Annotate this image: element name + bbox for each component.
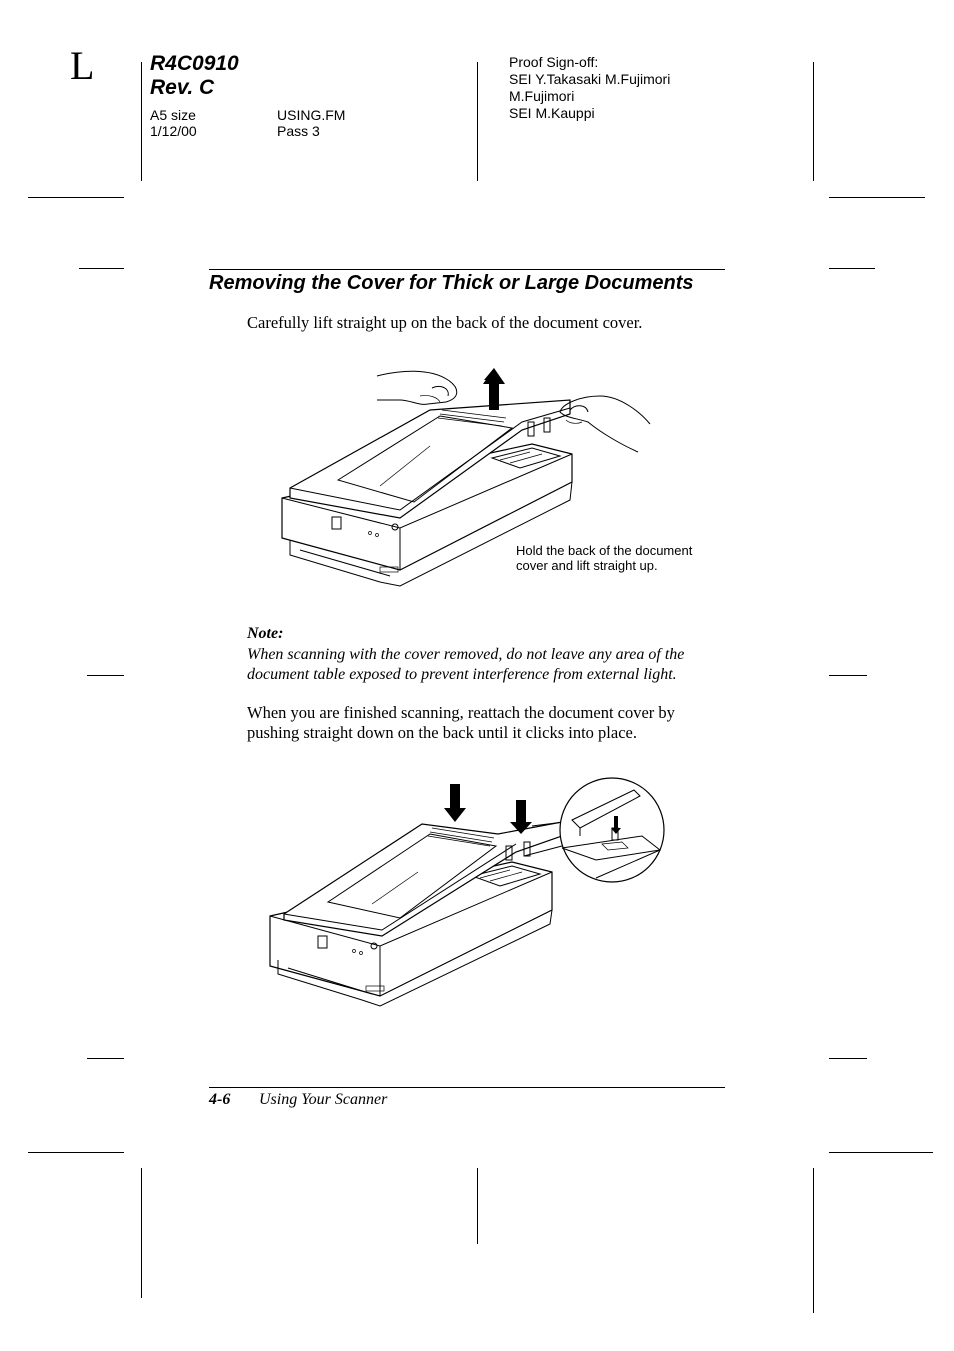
- caption-line: Hold the back of the document: [516, 543, 693, 558]
- intro-paragraph: Carefully lift straight up on the back of the document cover.: [247, 313, 643, 332]
- reattach-line: When you are finished scanning, reattach the document cover by: [247, 703, 675, 722]
- page-size: A5 size: [150, 107, 196, 123]
- title-rule: [209, 269, 725, 270]
- crop-mark: [813, 1168, 814, 1313]
- proof-line: SEI M.Kauppi: [509, 105, 595, 121]
- proof-line: Proof Sign-off:: [509, 54, 599, 70]
- proof-line: SEI Y.Takasaki M.Fujimori: [509, 71, 671, 87]
- reattach-cover-illustration: [262, 776, 672, 1012]
- pass-number: Pass 3: [277, 123, 320, 139]
- model-number: R4C0910: [150, 52, 239, 75]
- note-line: document table exposed to prevent interference from external light.: [247, 666, 677, 683]
- crop-mark: [829, 268, 875, 269]
- proof-signoff: [509, 54, 670, 122]
- crop-mark: [87, 675, 124, 676]
- print-date: 1/12/00: [150, 123, 197, 139]
- figure-caption: [516, 543, 692, 573]
- running-footer: Using Your Scanner: [259, 1091, 388, 1108]
- reattach-paragraph: [247, 703, 675, 743]
- model-revision: [150, 52, 239, 100]
- crop-mark: [829, 1058, 867, 1059]
- note-line: When scanning with the cover removed, do not leave any area of the: [247, 646, 685, 663]
- crop-mark: [141, 1168, 142, 1298]
- crop-mark: [87, 1058, 124, 1059]
- crop-mark: [141, 62, 142, 181]
- proof-line: M.Fujimori: [509, 88, 575, 104]
- revision: Rev. C: [150, 76, 215, 99]
- note-label: Note:: [247, 625, 284, 642]
- crop-mark: [829, 1152, 933, 1153]
- note-text: [247, 645, 684, 685]
- footer-rule: [209, 1087, 725, 1088]
- crop-mark: [813, 62, 814, 181]
- crop-mark: [28, 1152, 124, 1153]
- section-title: Removing the Cover for Thick or Large Documents: [209, 272, 694, 294]
- crop-mark: [477, 1168, 478, 1244]
- crop-mark: [79, 268, 124, 269]
- crop-mark: [28, 197, 124, 198]
- crop-mark: [829, 675, 867, 676]
- reattach-line: pushing straight down on the back until it clicks into place.: [247, 723, 637, 742]
- crop-mark: [477, 62, 478, 181]
- crop-mark: [829, 197, 925, 198]
- page-number: 4-6: [209, 1091, 231, 1108]
- caption-line: cover and lift straight up.: [516, 558, 658, 573]
- source-file: USING.FM: [277, 107, 346, 123]
- corner-mark: L: [70, 43, 95, 88]
